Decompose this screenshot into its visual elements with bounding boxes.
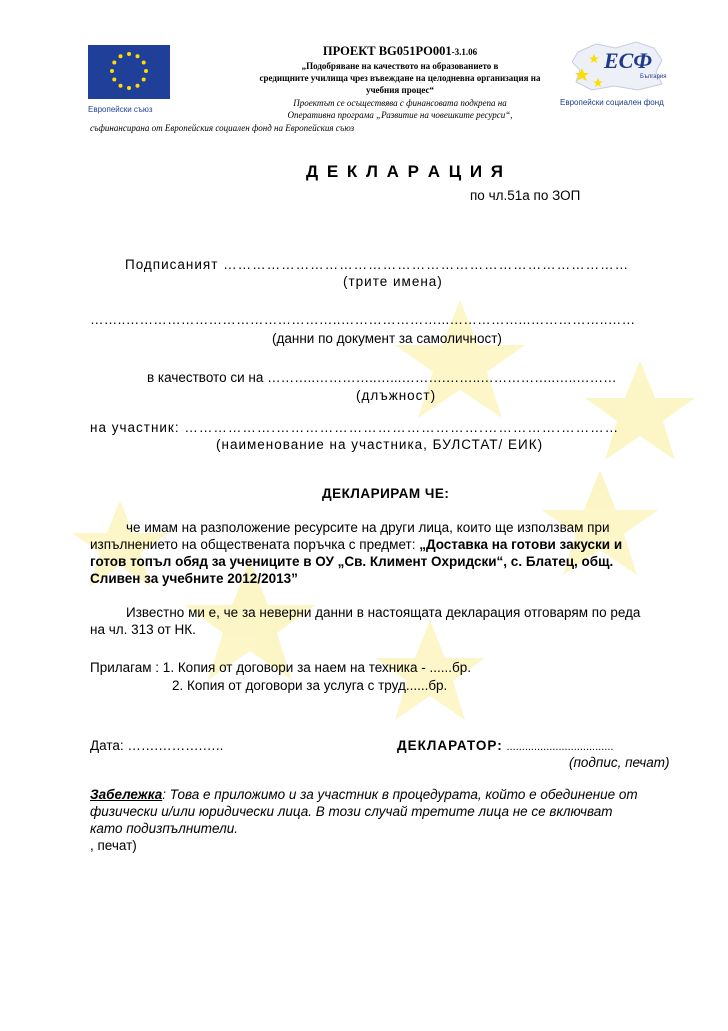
id-document-line: ……..………………………………………..…………………...……………...……………..…… [90,312,636,327]
document-subtitle: по чл.51а по ЗОП [470,188,581,203]
participant-hint: (наименование на участника, БУЛСТАТ/ ЕИК) [216,437,544,452]
project-title-line3: учебния процес“ [365,85,435,95]
esf-logo-text: ЕСФ [604,48,653,73]
project-code [200,44,600,59]
declarator-label: ДЕКЛАРАТОР: [397,738,503,753]
declare-heading: ДЕКЛАРИРАМ ЧЕ: [322,486,450,501]
esf-logo-caption: Европейски социален фонд [560,98,664,107]
document-title: Д Е К Л А Р А Ц И Я [306,162,506,181]
note-text-1: : Това е приложимо и за участник в процедурата, който е обединение от [162,787,638,802]
p1-line2-normal: изпълнението на обществената поръчка с предмет: [90,537,420,552]
attachments-line2: 2. Копия от договори за услуга с труд......бр. [172,678,448,693]
project-code-main: ПРОЕКТ BG051PO001 [322,44,452,58]
attachments-line1: Прилагам : 1. Копия от договори за наем на техника - ......бр. [90,660,471,675]
declarator-line [397,738,613,753]
position-line: в качеството си на ………..…………..…...……….……..……………..…..……… [147,370,617,385]
note-line2: физически и/или юридически лица. В този случай третите лица не се включват [90,804,613,819]
tail-line: , печат) [90,838,137,853]
p1-line1: че имам на разположение ресурсите на други лица, които ще използвам при [126,520,610,535]
note-line1 [90,787,638,802]
eu-logo-caption: Европейски съюз [88,105,153,114]
project-title-line2: средищните училища чрез въвеждане на целодневна организация на [259,73,541,83]
p1-line3: готов топъл обяд за учениците в ОУ „Св. Климент Охридски“, с. Блатец, общ. [90,554,614,569]
declarator-dots: ................................... [506,741,614,753]
sign-hint: (подпис, печат) [569,755,670,770]
participant-line: на участник: ……………….…………………………………….…………….………… [90,420,620,435]
p1-line4: Сливен за учебните 2012/2013” [90,571,298,586]
funding-line2: Оперативна програма „Развитие на човешките ресурси“, [287,110,513,120]
funding-line1: Проектът се осъществява с финансовата подкрепа на [293,98,507,108]
funding-line3: съфинансирана от Европейския социален фонд на Европейския съюз [90,123,355,133]
eu-flag-icon [88,45,170,99]
eu-logo [88,45,170,114]
signer-hint: (трите имена) [343,274,443,289]
note-line3: като подизпълнители. [90,821,238,836]
position-hint: (длъжност) [356,388,437,403]
p1-line2-bold: „Доставка на готови закуски и [419,537,623,552]
date-line: Дата: …….……….….. [90,738,224,753]
p2-line1: Известно ми е, че за неверни данни в настоящата декларация отговарям по реда [126,605,641,620]
project-title-line1: „Подобряване на качеството на образованието в [301,61,499,71]
esf-logo-country: България [640,74,667,80]
project-code-suffix: -3.1.06 [451,47,478,57]
p1-line2 [90,537,622,552]
signer-line: Подписаният ………………………………………………………………………… [125,257,630,272]
p2-line2: на чл. 313 от НК. [90,622,196,637]
id-document-hint: (данни по документ за самоличност) [272,331,502,346]
note-label: Забележка [90,787,163,802]
